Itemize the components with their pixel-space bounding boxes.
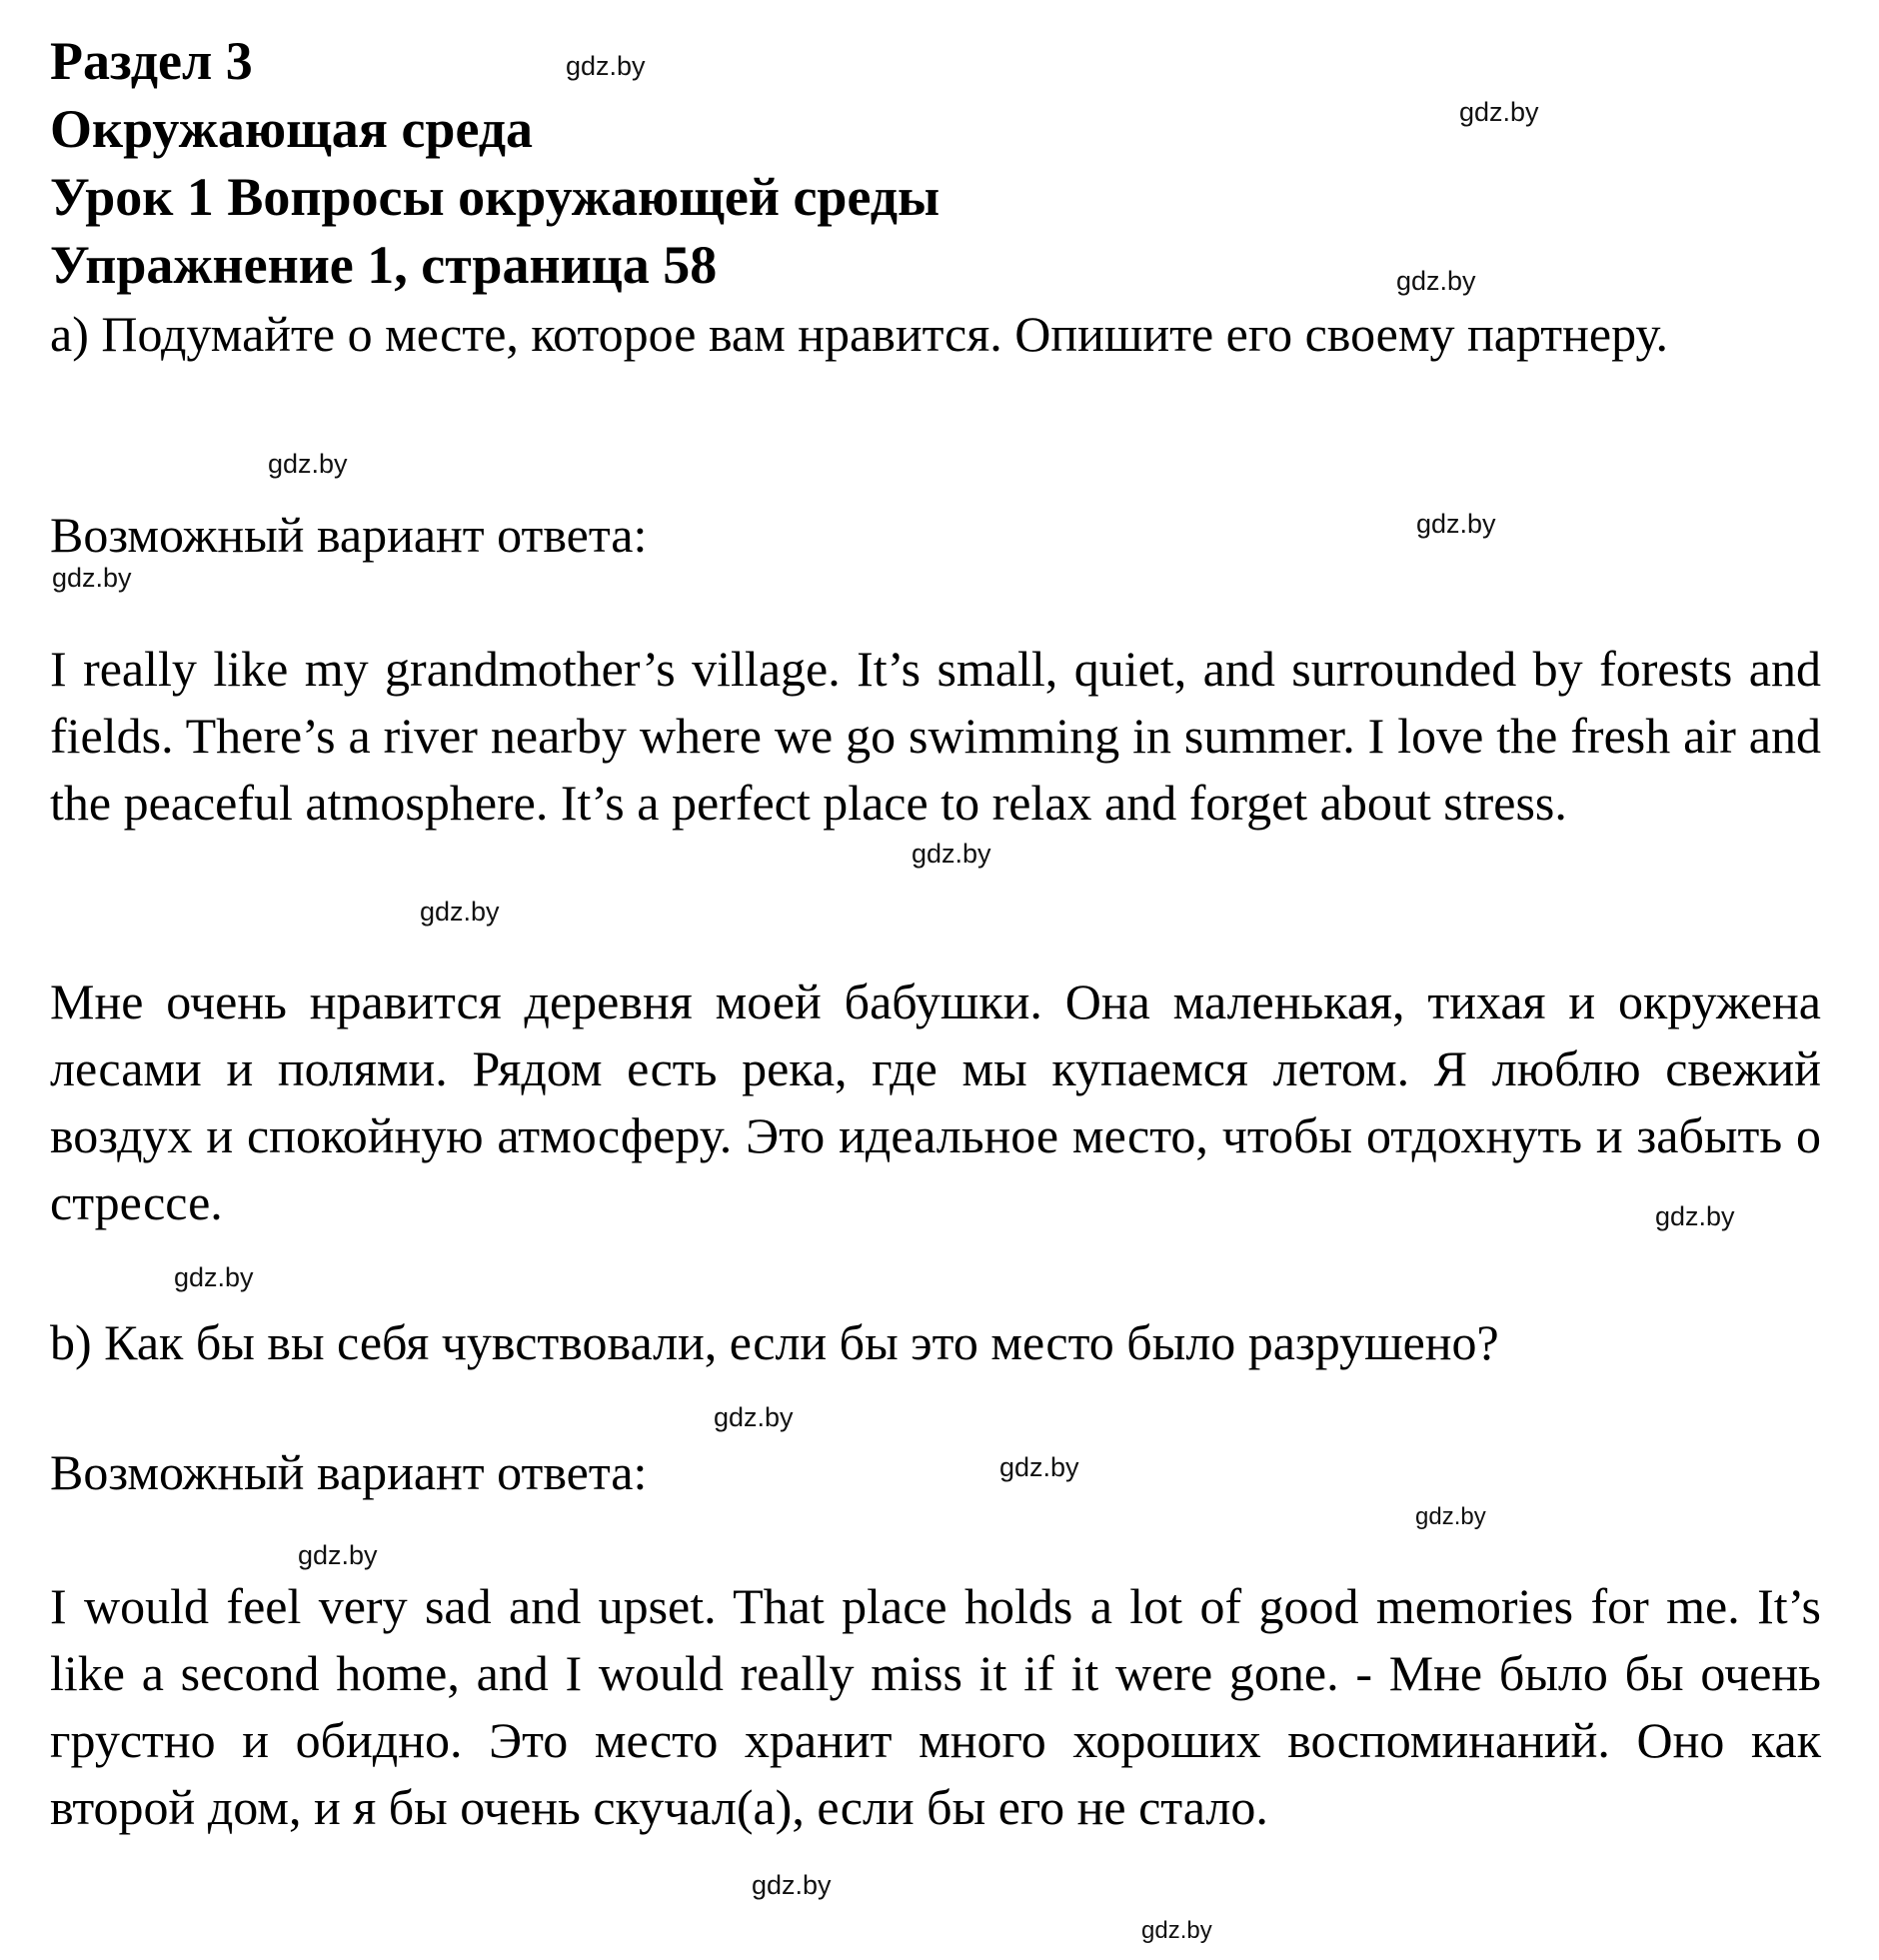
watermark: gdz.by xyxy=(714,1402,794,1432)
watermark: gdz.by xyxy=(912,839,991,869)
watermark: gdz.by xyxy=(999,1452,1079,1482)
topic-heading: Окружающая среда xyxy=(50,99,534,159)
lesson-heading: Урок 1 Вопросы окружающей среды xyxy=(50,167,940,227)
watermark: gdz.by xyxy=(1141,1917,1212,1944)
watermark: gdz.by xyxy=(298,1540,378,1570)
watermark: gdz.by xyxy=(752,1870,832,1900)
task-b-answer-label: Возможный вариант ответа: xyxy=(50,1444,648,1500)
watermark: gdz.by xyxy=(566,51,646,81)
task-b-answer: I would feel very sad and upset. That place holds a lot of good memories for me. It’s like a second home, and I would really miss it if it were gone. - Мне было бы очень грустно и обидно. Это место хранит много хороших воспоминаний. Оно как второй дом, и я бы очень скучал(а), если бы его не стало. xyxy=(50,1578,1821,1835)
watermark: gdz.by xyxy=(1655,1201,1735,1231)
watermark: gdz.by xyxy=(52,563,132,593)
watermark: gdz.by xyxy=(268,449,348,479)
task-a-prompt: a) Подумайте о месте, которое вам нравится. Опишите его своему партнеру. xyxy=(50,306,1668,362)
watermark: gdz.by xyxy=(1415,1503,1486,1530)
watermark: gdz.by xyxy=(1459,97,1539,127)
watermark: gdz.by xyxy=(420,897,500,927)
section-heading: Раздел 3 xyxy=(50,31,253,91)
watermark: gdz.by xyxy=(1396,266,1476,296)
watermark: gdz.by xyxy=(174,1262,254,1292)
task-a-answer-label: Возможный вариант ответа: xyxy=(50,507,648,563)
task-a-answer-russian: Мне очень нравится деревня моей бабушки. Она маленькая, тихая и окружена лесами и полями. Рядом есть река, где мы купаемся летом. Я люблю свежий воздух и спокойную атмосферу. Это идеальное место, чтобы отдохнуть и забыть о стрессе. xyxy=(50,974,1821,1230)
exercise-heading: Упражнение 1, страница 58 xyxy=(50,235,718,295)
task-b-prompt: b) Как бы вы себя чувствовали, если бы это место было разрушено? xyxy=(50,1314,1499,1370)
watermark: gdz.by xyxy=(1416,509,1496,539)
task-a-answer-english: I really like my grandmother’s village. It’s small, quiet, and surrounded by forests and fields. There’s a river nearby where we go swimming in summer. I love the fresh air and the peaceful atmosphere. It’s a perfect place to relax and forget about stress. xyxy=(50,641,1821,831)
